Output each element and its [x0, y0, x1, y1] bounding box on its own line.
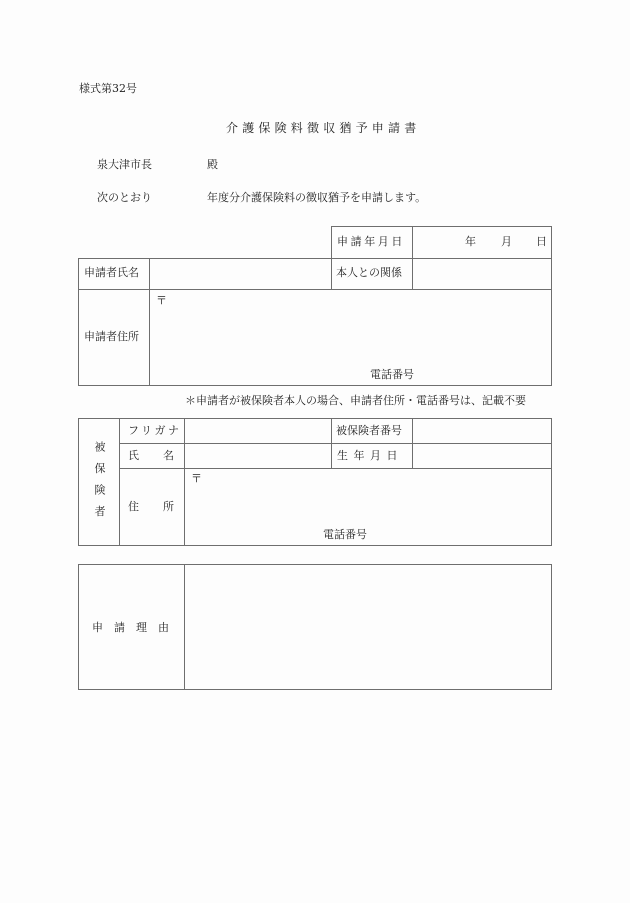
phone-label: 電話番号 [323, 528, 367, 541]
date-month-label: 月 [501, 235, 512, 248]
date-day-label: 日 [536, 235, 547, 248]
insured-address-label-1: 住 [128, 500, 139, 513]
furigana-field[interactable] [185, 419, 331, 443]
table-border [78, 258, 79, 386]
intro-body: 年度分介護保険料の徴収猶予を申請します。 [207, 191, 427, 204]
honorific: 殿 [207, 158, 218, 171]
table-border [78, 545, 552, 546]
insured-section-label: 被保険者 [93, 441, 106, 527]
table-border [551, 226, 552, 386]
insured-number-label: 被保険者番号 [336, 424, 402, 437]
birthdate-field[interactable] [413, 444, 551, 468]
insured-name-label-1: 氏 [128, 449, 139, 462]
postal-mark: 〒 [191, 472, 202, 485]
phone-label: 電話番号 [370, 368, 414, 381]
insured-address-field[interactable] [185, 469, 551, 545]
application-date-field[interactable] [413, 227, 551, 258]
table-border [78, 689, 552, 690]
insured-name-field[interactable] [185, 444, 331, 468]
addressee: 泉大津市長 [97, 158, 152, 171]
note-text: ＊申請者が被保険者本人の場合、申請者住所・電話番号は、記載不要 [185, 394, 526, 407]
document-title: 介護保険料徴収猶予申請書 [226, 121, 421, 135]
date-year-label: 年 [465, 235, 476, 248]
form-number: 様式第32号 [79, 82, 137, 95]
insured-address-label-2: 所 [163, 500, 174, 513]
application-date-label: 申請年月日 [337, 235, 405, 248]
insured-number-field[interactable] [413, 419, 551, 443]
applicant-name-field[interactable] [150, 259, 331, 289]
reason-label: 申請理由 [92, 621, 180, 634]
applicant-address-field[interactable] [150, 290, 551, 385]
insured-name-label-2: 名 [163, 449, 174, 462]
birthdate-label: 生年月日 [337, 449, 403, 462]
furigana-label: フリガナ [128, 424, 182, 437]
table-border [119, 418, 120, 546]
postal-mark: 〒 [156, 294, 167, 307]
relationship-label: 本人との関係 [336, 266, 402, 279]
reason-field[interactable] [185, 565, 551, 689]
table-border [331, 226, 332, 290]
table-border [551, 418, 552, 546]
table-border [78, 418, 79, 546]
table-border [331, 418, 332, 469]
table-border [78, 564, 79, 690]
relationship-field[interactable] [413, 259, 551, 289]
intro-lead: 次のとおり [97, 191, 152, 204]
applicant-address-label: 申請者住所 [84, 330, 139, 343]
applicant-name-label: 申請者氏名 [84, 266, 139, 279]
table-border [551, 564, 552, 690]
